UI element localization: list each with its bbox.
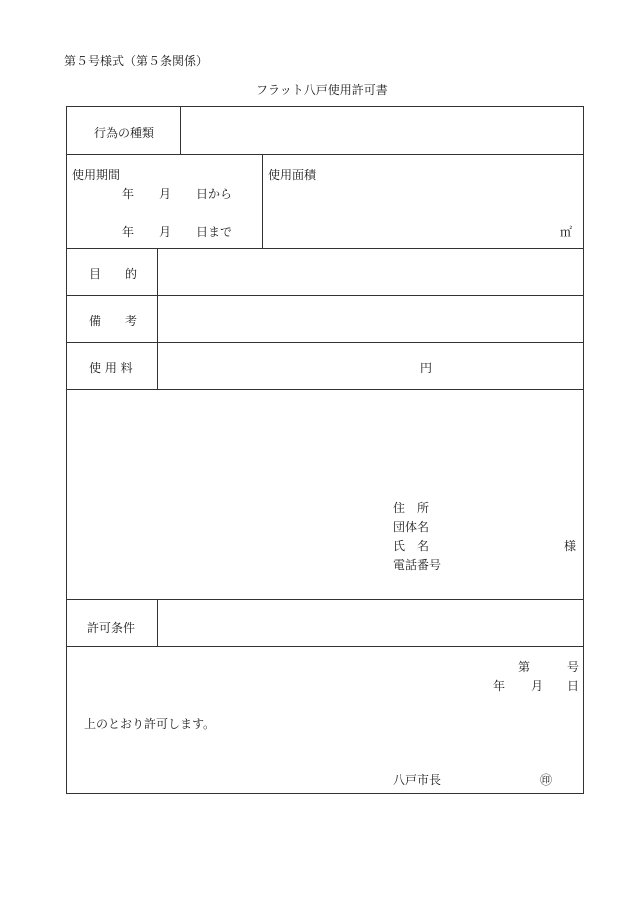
- permit-number-prefix: 第: [518, 660, 531, 674]
- organization-label: 団体名: [393, 520, 430, 534]
- date-month: 月: [531, 679, 544, 693]
- permit-number-suffix: 号: [567, 660, 580, 674]
- remarks-field[interactable]: [159, 296, 582, 340]
- area-unit: ㎡: [560, 225, 573, 239]
- period-to-year: 年: [122, 225, 135, 239]
- period-from-year: 年: [122, 187, 135, 201]
- period-to-day: 日まで: [196, 225, 233, 239]
- remarks-label: 備 考: [89, 314, 138, 328]
- conditions-field[interactable]: [159, 600, 582, 644]
- honorific: 様: [564, 539, 577, 553]
- phone-label: 電話番号: [393, 558, 442, 572]
- purpose-field[interactable]: [159, 249, 582, 293]
- period-from-month: 月: [159, 187, 172, 201]
- column-divider: [157, 599, 158, 646]
- permit-form-table: [66, 106, 584, 794]
- column-divider: [157, 248, 158, 389]
- column-divider: [262, 154, 263, 248]
- date-day: 日: [567, 679, 580, 693]
- area-label: 使用面積: [268, 168, 317, 182]
- date-year: 年: [493, 679, 506, 693]
- purpose-label: 目 的: [89, 267, 138, 281]
- row-divider: [67, 154, 583, 155]
- period-label: 使用期間: [72, 168, 121, 182]
- column-divider: [180, 107, 181, 154]
- fee-label: 使 用 料: [89, 361, 133, 375]
- address-label: 住 所: [393, 501, 430, 515]
- issuer-title: 八戸市長: [393, 773, 442, 787]
- act-type-field[interactable]: [182, 108, 582, 152]
- document-title: フラット八戸使用許可書: [256, 83, 388, 97]
- name-label: 氏 名: [393, 539, 430, 553]
- period-from-day: 日から: [196, 187, 233, 201]
- area-field[interactable]: [264, 185, 564, 241]
- row-divider: [67, 646, 583, 647]
- row-divider: [67, 389, 583, 390]
- conditions-label: 許可条件: [87, 621, 136, 635]
- approval-statement: 上のとおり許可します。: [84, 717, 216, 731]
- act-type-label: 行為の種類: [94, 126, 155, 140]
- fee-unit: 円: [420, 361, 433, 375]
- seal-mark: ㊞: [540, 773, 553, 787]
- period-to-month: 月: [159, 225, 172, 239]
- form-number: 第５号様式（第５条関係）: [64, 54, 209, 68]
- fee-field[interactable]: [159, 343, 509, 387]
